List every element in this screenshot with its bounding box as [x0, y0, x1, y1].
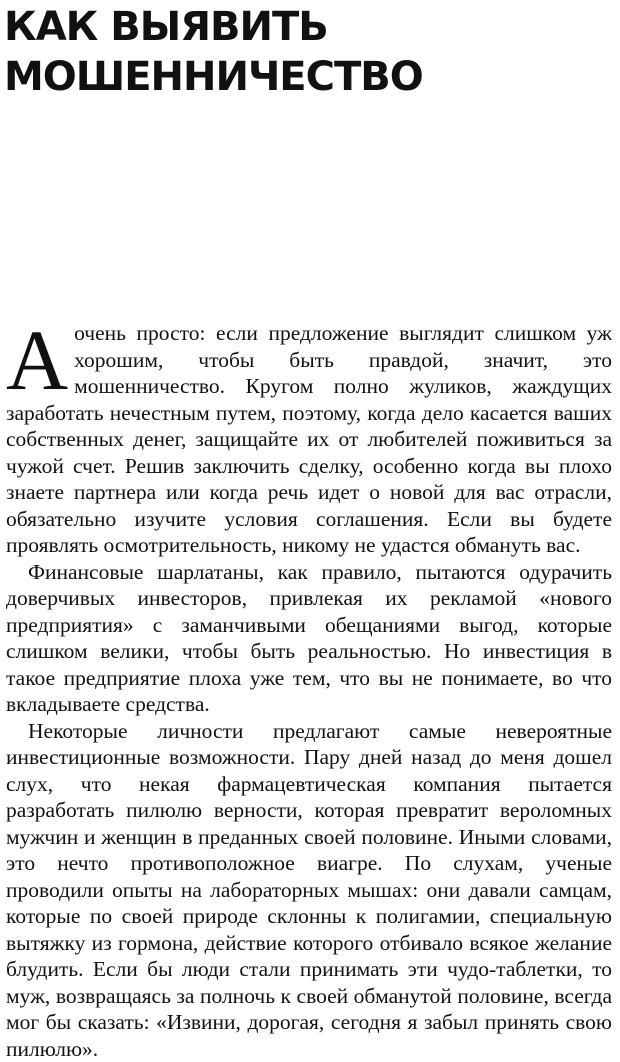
body-text [6, 320, 612, 1062]
chapter-title-line-1: КАК ВЫЯВИТЬ [4, 2, 604, 52]
chapter-title-line-2: МОШЕННИЧЕСТВО [4, 52, 604, 102]
paragraph-2: Финансовые шарлатаны, как правило, пытаются одурачить доверчивых инвесторов, привлекая их рекламой «нового предприятия» с заманчивыми обещаниями выгод, которые слишком велики, чтобы быть реальностью. Но инвестиция в такое предприятие плоха уже тем, что вы не понимаете, во что вкладываете средства. [6, 559, 612, 718]
paragraph-1 [6, 320, 612, 559]
paragraph-1-text: очень просто: если предложение выглядит слишком уж хорошим, чтобы быть правдой, значит, это мошенничество. Кругом полно жуликов, жаждущих заработать нечестным путем, поэтому, когда дело касается ваших собственных денег, защищайте их от любителей поживиться за чужой счет. Решив заключить сделку, особенно когда вы плохо знаете партнера или когда речь идет о новой для вас отрасли, обязательно изучите условия соглашения. Если вы будете проявлять осмотрительность, никому не удастся обмануть вас. [6, 321, 612, 557]
chapter-title [4, 2, 604, 102]
drop-cap: А [6, 328, 68, 394]
paragraph-3: Некоторые личности предлагают самые невероятные инвестиционные возможности. Пару дней назад до меня дошел слух, что некая фармацевтическая компания пытается разработать пилюлю верности, которая превратит вероломных мужчин и женщин в преданных своей половине. Иными словами, это нечто противоположное виагре. По слухам, ученые проводили опыты на лабораторных мышах: они давали самцам, которые по своей природе склонны к полигамии, специальную вытяжку из гормона, действие которого отбивало всякое желание блудить. Если бы люди стали принимать эти чудо-таблетки, то муж, возвращаясь за полночь к своей обманутой половине, всегда мог бы сказать: «Извини, дорогая, сегодня я забыл принять свою пилюлю». [6, 718, 612, 1062]
